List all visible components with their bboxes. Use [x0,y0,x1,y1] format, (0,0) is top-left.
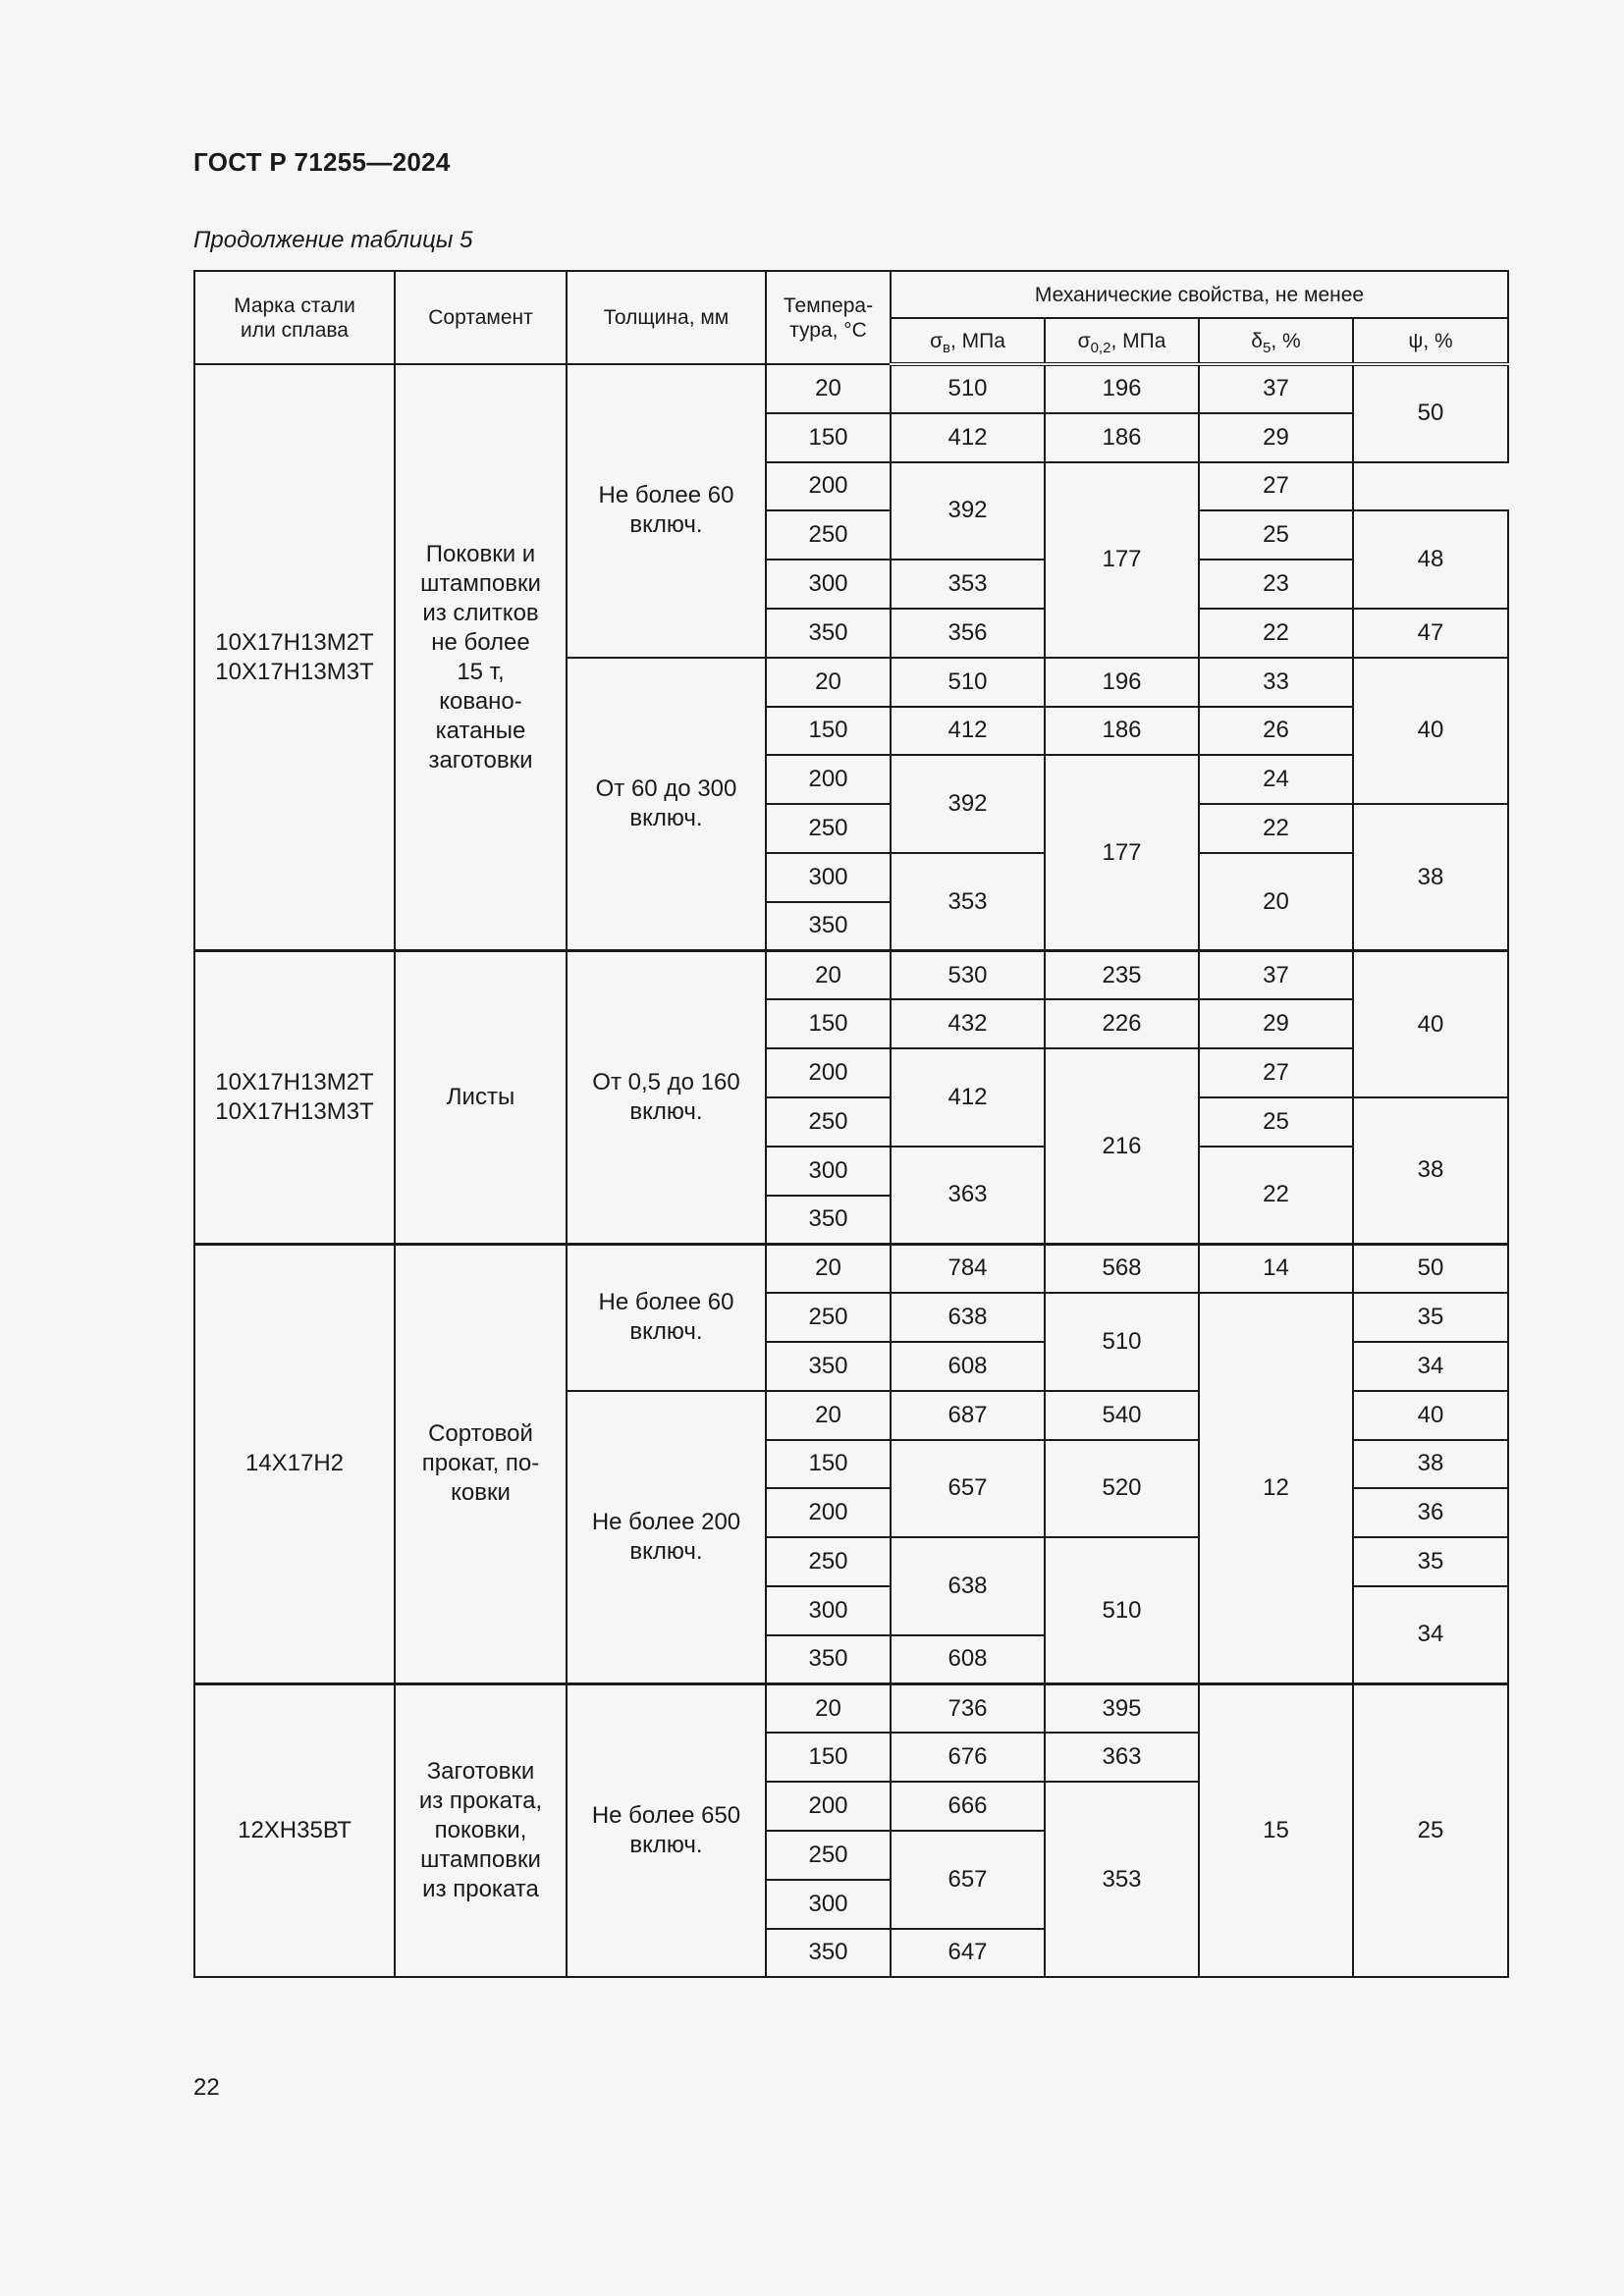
cell-sigma-b: 666 [891,1782,1045,1831]
cell-sigma-02: 363 [1045,1733,1199,1782]
cell-sigma-b: 356 [891,609,1045,658]
delta-subscript: 5 [1263,339,1272,356]
cell-thickness: От 60 до 300 включ. [567,658,766,951]
cell-temperature: 250 [766,1537,891,1586]
cell-sigma-b: 510 [891,364,1045,413]
cell-sigma-b: 638 [891,1537,1045,1635]
cell-temperature: 300 [766,1147,891,1196]
sigma-b-subscript: в [943,339,950,356]
cell-temperature: 20 [766,658,891,707]
cell-temperature: 150 [766,1440,891,1489]
cell-sigma-b: 392 [891,755,1045,853]
sigma-02-symbol: σ [1077,329,1091,352]
cell-sigma-b: 392 [891,462,1045,561]
cell-sigma-b: 353 [891,560,1045,609]
cell-grade: 14Х17Н2 [194,1244,395,1683]
cell-psi: 40 [1353,1391,1508,1440]
cell-temperature: 20 [766,1391,891,1440]
cell-sigma-b: 412 [891,413,1045,462]
cell-temperature: 250 [766,1293,891,1342]
cell-grade: 10Х17Н13М2Т 10Х17Н13М3Т [194,951,395,1245]
mechanical-properties-table [193,270,1509,1978]
cell-temperature: 300 [766,1880,891,1929]
sigma-b-unit: , МПа [950,329,1005,352]
cell-sigma-02: 395 [1045,1684,1199,1734]
cell-psi: 48 [1353,510,1508,609]
cell-grade: 10Х17Н13М2Т 10Х17Н13М3Т [194,364,395,951]
cell-delta5: 37 [1199,364,1353,413]
cell-delta5: 29 [1199,413,1353,462]
header-assortment: Сортамент [395,271,567,364]
cell-assortment: Заготовки из проката, поковки, штамповки из проката [395,1684,567,1978]
header-delta5 [1199,318,1353,364]
cell-temperature: 250 [766,510,891,560]
cell-delta5: 20 [1199,853,1353,951]
cell-sigma-02: 568 [1045,1244,1199,1293]
cell-temperature: 200 [766,1782,891,1831]
cell-sigma-02: 196 [1045,658,1199,707]
cell-sigma-b: 736 [891,1684,1045,1734]
cell-delta5: 29 [1199,999,1353,1048]
cell-delta5: 25 [1199,1097,1353,1147]
cell-sigma-b: 657 [891,1831,1045,1929]
header-thickness: Толщина, мм [567,271,766,364]
cell-thickness: Не более 650 включ. [567,1684,766,1978]
cell-delta5: 33 [1199,658,1353,707]
cell-sigma-b: 608 [891,1635,1045,1684]
cell-delta5: 14 [1199,1244,1353,1293]
cell-delta5: 23 [1199,560,1353,609]
cell-sigma-b: 657 [891,1440,1045,1538]
table-container [193,270,1509,1978]
cell-temperature: 200 [766,1048,891,1097]
cell-temperature: 200 [766,755,891,804]
cell-temperature: 250 [766,1097,891,1147]
table-row [194,1244,1508,1293]
cell-temperature: 150 [766,1733,891,1782]
cell-thickness: Не более 200 включ. [567,1391,766,1684]
cell-temperature: 150 [766,999,891,1048]
cell-temperature: 200 [766,462,891,511]
cell-delta5: 12 [1199,1293,1353,1683]
cell-psi: 40 [1353,658,1508,804]
cell-sigma-b: 784 [891,1244,1045,1293]
cell-psi: 36 [1353,1488,1508,1537]
cell-sigma-02: 353 [1045,1782,1199,1977]
cell-temperature: 300 [766,560,891,609]
cell-assortment: Сортовой прокат, по- ковки [395,1244,567,1683]
cell-psi: 35 [1353,1293,1508,1342]
cell-psi: 38 [1353,804,1508,950]
cell-psi: 34 [1353,1342,1508,1391]
header-grade: Марка стали или сплава [194,271,395,364]
cell-sigma-02: 216 [1045,1048,1199,1244]
cell-temperature: 350 [766,1635,891,1684]
page-number: 22 [193,2074,220,2101]
cell-assortment: Поковки и штамповки из слитков не более 15 т, ковано- катаные заготовки [395,364,567,951]
sigma-02-subscript: 0,2 [1090,339,1111,356]
cell-sigma-b: 638 [891,1293,1045,1342]
cell-sigma-02: 226 [1045,999,1199,1048]
cell-grade: 12ХН35ВТ [194,1684,395,1978]
cell-temperature: 20 [766,364,891,413]
cell-temperature: 300 [766,853,891,902]
cell-psi: 34 [1353,1586,1508,1684]
cell-psi: 50 [1353,364,1508,462]
cell-delta5: 27 [1199,1048,1353,1097]
header-psi: ψ, % [1353,318,1508,364]
cell-psi: 25 [1353,1684,1508,1978]
cell-psi: 38 [1353,1440,1508,1489]
cell-sigma-02: 510 [1045,1293,1199,1391]
cell-psi: 50 [1353,1244,1508,1293]
table-row [194,951,1508,1000]
cell-psi: 38 [1353,1097,1508,1244]
cell-temperature: 20 [766,951,891,1000]
cell-psi: 35 [1353,1537,1508,1586]
cell-temperature: 250 [766,804,891,853]
cell-delta5: 37 [1199,951,1353,1000]
cell-temperature: 200 [766,1488,891,1537]
cell-sigma-02: 186 [1045,413,1199,462]
table-row [194,364,1508,413]
header-temperature: Темпера- тура, °С [766,271,891,364]
cell-delta5: 25 [1199,510,1353,560]
cell-temperature: 300 [766,1586,891,1635]
cell-sigma-b: 412 [891,707,1045,756]
cell-psi: 40 [1353,951,1508,1097]
cell-sigma-b: 510 [891,658,1045,707]
cell-delta5: 27 [1199,462,1353,511]
document-header: ГОСТ Р 71255—2024 [193,147,451,177]
cell-thickness: От 0,5 до 160 включ. [567,951,766,1245]
cell-delta5: 24 [1199,755,1353,804]
cell-sigma-02: 177 [1045,755,1199,950]
table-row [194,1684,1508,1734]
cell-sigma-02: 186 [1045,707,1199,756]
cell-thickness: Не более 60 включ. [567,364,766,658]
cell-delta5: 26 [1199,707,1353,756]
cell-sigma-b: 363 [891,1147,1045,1245]
header-sigma-b [891,318,1045,364]
cell-temperature: 350 [766,609,891,658]
cell-sigma-b: 676 [891,1733,1045,1782]
cell-delta5: 22 [1199,609,1353,658]
cell-temperature: 20 [766,1684,891,1734]
delta-unit: , % [1271,329,1301,352]
delta-symbol: δ [1251,329,1263,352]
cell-sigma-b: 530 [891,951,1045,1000]
cell-delta5: 22 [1199,804,1353,853]
cell-temperature: 350 [766,902,891,951]
cell-sigma-02: 235 [1045,951,1199,1000]
cell-psi: 47 [1353,609,1508,658]
cell-temperature: 150 [766,707,891,756]
cell-temperature: 150 [766,413,891,462]
cell-sigma-02: 510 [1045,1537,1199,1683]
cell-temperature: 350 [766,1342,891,1391]
cell-delta5: 15 [1199,1684,1353,1978]
cell-temperature: 20 [766,1244,891,1293]
cell-sigma-b: 432 [891,999,1045,1048]
cell-sigma-b: 647 [891,1929,1045,1978]
cell-sigma-02: 196 [1045,364,1199,413]
cell-sigma-02: 540 [1045,1391,1199,1440]
cell-sigma-02: 177 [1045,462,1199,658]
cell-thickness: Не более 60 включ. [567,1244,766,1390]
header-sigma-02 [1045,318,1199,364]
cell-sigma-b: 353 [891,853,1045,951]
cell-sigma-b: 412 [891,1048,1045,1147]
sigma-b-symbol: σ [930,329,944,352]
cell-delta5: 22 [1199,1147,1353,1245]
sigma-02-unit: , МПа [1110,329,1166,352]
cell-assortment: Листы [395,951,567,1245]
cell-temperature: 250 [766,1831,891,1880]
cell-temperature: 350 [766,1929,891,1978]
table-caption: Продолжение таблицы 5 [193,227,473,253]
cell-sigma-b: 687 [891,1391,1045,1440]
cell-sigma-b: 608 [891,1342,1045,1391]
cell-temperature: 350 [766,1196,891,1245]
header-mechanical-properties: Механические свойства, не менее [891,271,1508,318]
cell-sigma-02: 520 [1045,1440,1199,1538]
